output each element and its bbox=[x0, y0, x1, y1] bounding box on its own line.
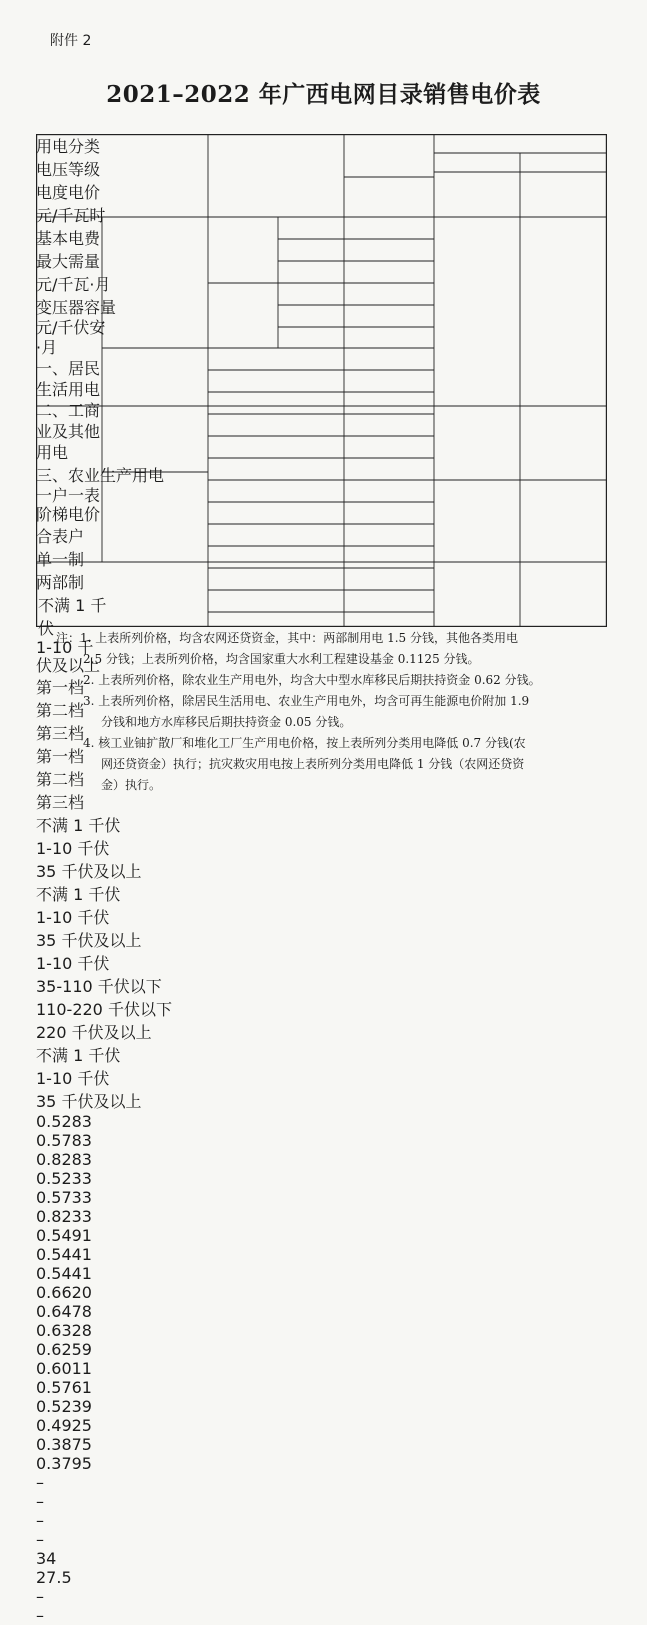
price-cell: 0.3795 bbox=[36, 1454, 92, 1473]
header-transformer: 变压器容量 bbox=[36, 298, 117, 317]
voltage-label: 1-10 千伏 bbox=[36, 839, 110, 858]
note-line: 注：1. 上表所列价格，均含农网还贷资金，其中：两部制用电 1.5 分钱，其他各类用电 bbox=[56, 631, 518, 645]
price-cell: 0.5283 bbox=[36, 1112, 92, 1131]
attachment-label: 附件 2 bbox=[50, 33, 92, 49]
price-cell: 0.5239 bbox=[36, 1397, 92, 1416]
voltage-label: 1-10 千伏 bbox=[36, 954, 110, 973]
group-residential: 一、居民生活用电 bbox=[36, 359, 101, 399]
tier-label: 第三档 bbox=[36, 724, 85, 743]
page-title: 2021–2022 年广西电网目录销售电价表 bbox=[106, 81, 541, 108]
note-line: 网还贷资金）执行；抗灾救灾用电按上表所列分类用电降低 1 分钱（农网还贷资 bbox=[101, 757, 525, 771]
header-max-demand: 最大需量 bbox=[36, 252, 101, 271]
header-transformer-unit: 元/千伏安·月 bbox=[36, 318, 106, 357]
voltage-label: 1-10 千伏 bbox=[36, 908, 110, 927]
price-cell: 0.5761 bbox=[36, 1378, 92, 1397]
voltage-label: 1-10 千伏 bbox=[36, 1069, 110, 1088]
max-demand-cell: – bbox=[36, 1473, 44, 1492]
note-line: 2.5 分钱；上表所列价格，均含国家重大水利工程建设基金 0.1125 分钱。 bbox=[83, 652, 480, 666]
note-line: 分钱和地方水库移民后期扶持资金 0.05 分钱。 bbox=[101, 715, 352, 729]
note-line: 2. 上表所列价格，除农业生产用电外，均含大中型水库移民后期扶持资金 0.62 分钱。 bbox=[83, 673, 541, 687]
voltage-label: 110-220 千伏以下 bbox=[36, 1000, 172, 1019]
transformer-cell: – bbox=[36, 1492, 44, 1511]
header-basic-fee: 基本电费 bbox=[36, 229, 101, 248]
note-line: 金）执行。 bbox=[101, 778, 162, 792]
price-cell: 0.5783 bbox=[36, 1131, 92, 1150]
voltage-label: 220 千伏及以上 bbox=[36, 1023, 152, 1042]
price-cell: 0.5733 bbox=[36, 1188, 92, 1207]
price-cell: 0.8233 bbox=[36, 1207, 92, 1226]
header-category: 用电分类 bbox=[36, 137, 101, 156]
header-max-demand-unit: 元/千瓦·月 bbox=[36, 275, 111, 294]
subgroup-shared-meter: 合表户 bbox=[36, 527, 85, 546]
price-cell: 0.3875 bbox=[36, 1435, 92, 1454]
tier-label: 第二档 bbox=[36, 701, 85, 720]
transformer-cell: 27.5 bbox=[36, 1568, 72, 1587]
transformer-cell: – bbox=[36, 1530, 44, 1549]
max-demand-cell: – bbox=[36, 1511, 44, 1530]
subgroup-single: 单一制 bbox=[36, 550, 85, 569]
subgroup-two-part: 两部制 bbox=[36, 573, 85, 592]
max-demand-cell: – bbox=[36, 1587, 44, 1606]
price-cell: 0.6259 bbox=[36, 1340, 92, 1359]
price-cell: 0.6478 bbox=[36, 1302, 92, 1321]
header-energy-unit: 元/千瓦时 bbox=[36, 206, 106, 225]
price-cell: 0.6011 bbox=[36, 1359, 92, 1378]
subgroup-ladder: 一户一表阶梯电价 bbox=[36, 486, 101, 524]
tier-label: 第一档 bbox=[36, 678, 85, 697]
price-cell: 0.6620 bbox=[36, 1283, 92, 1302]
header-voltage: 电压等级 bbox=[36, 160, 101, 179]
price-cell: 0.6328 bbox=[36, 1321, 92, 1340]
price-cell: 0.5441 bbox=[36, 1264, 92, 1283]
voltage-1-10kv-plus: 1-10 千伏及以上 bbox=[36, 638, 101, 675]
voltage-label: 35-110 千伏以下 bbox=[36, 977, 162, 996]
price-cell: 0.5441 bbox=[36, 1245, 92, 1264]
voltage-label: 35 千伏及以上 bbox=[36, 862, 142, 881]
voltage-label: 35 千伏及以上 bbox=[36, 931, 142, 950]
tier-label: 第三档 bbox=[36, 793, 85, 812]
voltage-label: 不满 1 千伏 bbox=[36, 1046, 121, 1065]
price-cell: 0.5491 bbox=[36, 1226, 92, 1245]
notes bbox=[56, 628, 616, 796]
transformer-cell: – bbox=[36, 1606, 44, 1625]
voltage-label: 不满 1 千伏 bbox=[36, 816, 121, 835]
price-cell: 0.8283 bbox=[36, 1150, 92, 1169]
price-cell: 0.4925 bbox=[36, 1416, 92, 1435]
voltage-under-1kv: 不满 1 千伏 bbox=[38, 596, 107, 638]
voltage-label: 35 千伏及以上 bbox=[36, 1092, 142, 1111]
note-line: 3. 上表所列价格，除居民生活用电、农业生产用电外，均含可再生能源电价附加 1.9 bbox=[83, 694, 530, 708]
tier-label: 第二档 bbox=[36, 770, 85, 789]
voltage-label: 不满 1 千伏 bbox=[36, 885, 121, 904]
header-energy-price: 电度电价 bbox=[36, 183, 101, 202]
group-industrial: 二、工商业及其他用电 bbox=[36, 401, 101, 462]
group-agricultural: 三、农业生产用电 bbox=[36, 466, 165, 485]
note-line: 4. 核工业铀扩散厂和堆化工厂生产用电价格，按上表所列分类用电降低 0.7 分钱(农 bbox=[83, 736, 526, 750]
price-cell: 0.5233 bbox=[36, 1169, 92, 1188]
tier-label: 第一档 bbox=[36, 747, 85, 766]
max-demand-cell: 34 bbox=[36, 1549, 57, 1568]
